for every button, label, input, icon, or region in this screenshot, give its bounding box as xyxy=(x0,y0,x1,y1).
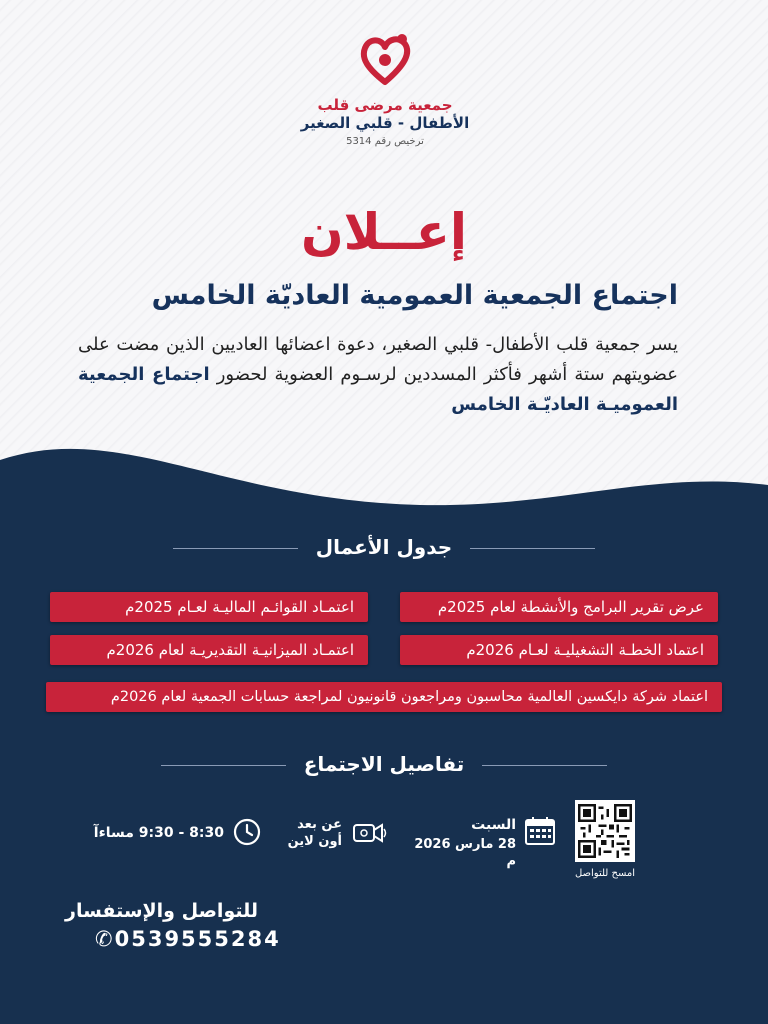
divider-line xyxy=(482,765,607,766)
invitation-text xyxy=(78,330,678,420)
agenda-item: اعتمـاد القوائـم الماليـة لعـام 2025م xyxy=(50,592,368,622)
video-camera-icon xyxy=(352,820,388,846)
invitation-bold: اجتماع الجمعية العموميـة العاديّـة الخامس xyxy=(78,364,678,415)
invitation-body: يسر جمعية قلب الأطفال- قلبي الصغير، دعوة اعضائها العاديين الذين مضت على عضويتهم ستة أشهر فأكثر المسددين لرسـوم العضوية لحضور xyxy=(78,334,678,385)
agenda-title: جدول الأعمال xyxy=(315,535,453,559)
meeting-time: 8:30 - 9:30 مساءآ xyxy=(93,825,224,841)
meeting-headline: اجتماع الجمعية العمومية العاديّة الخامس xyxy=(151,280,678,311)
divider-line xyxy=(161,765,286,766)
clock-icon xyxy=(232,817,262,847)
details-section-title xyxy=(0,752,768,776)
contact-title: للتواصل والإستفسار xyxy=(65,900,258,922)
agenda-item: اعتمـاد الميزانيـة التقديريـة لعام 2026م xyxy=(50,635,368,665)
qr-code-label: امسح للتواصل xyxy=(574,868,636,879)
divider-line xyxy=(173,548,298,549)
calendar-icon xyxy=(524,815,556,847)
qr-code-icon xyxy=(575,800,635,862)
agenda-section-title xyxy=(0,535,768,559)
agenda-item: عرض تقرير البرامج والأنشطة لعام 2025م xyxy=(400,592,718,622)
logo-name-line1: جمعية مرضى قلب xyxy=(317,96,453,114)
heart-logo-icon xyxy=(355,30,415,90)
details-title: تفاصيل الاجتماع xyxy=(303,752,465,776)
organization-logo xyxy=(300,30,470,170)
phone-number-row[interactable] xyxy=(95,927,281,951)
meeting-date: 28 مارس 2026 م xyxy=(414,837,516,869)
meeting-mode-line2: أون لاين xyxy=(287,834,342,849)
meeting-day: السبت xyxy=(471,817,516,833)
announcement-title: إعــلان xyxy=(300,203,468,261)
license-number: ترخيص رقم 5314 xyxy=(346,136,424,147)
divider-line xyxy=(470,548,595,549)
phone-number: 0539555284 xyxy=(114,927,281,951)
phone-icon: ✆ xyxy=(95,927,115,951)
agenda-item: اعتماد الخطـة التشغيليـة لعـام 2026م xyxy=(400,635,718,665)
meeting-mode-line1: عن بعد xyxy=(297,817,342,832)
agenda-item: اعتماد شركة دايكسين العالمية محاسبون ومراجعون قانونيون لمراجعة حسابات الجمعية لعام 2026م xyxy=(46,682,722,712)
logo-name-line2: الأطفال - قلبي الصغير xyxy=(300,114,470,132)
